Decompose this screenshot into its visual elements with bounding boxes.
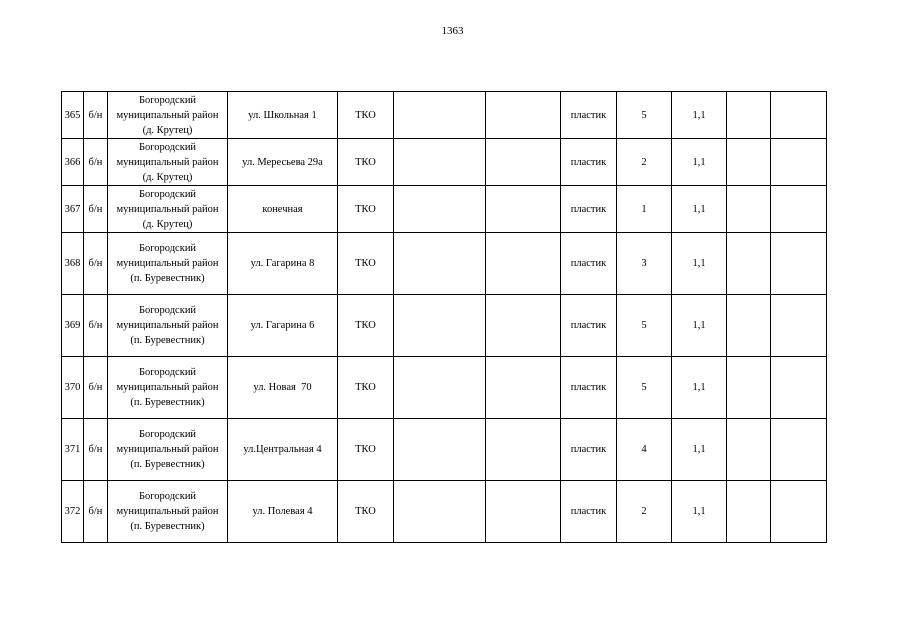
- district-name: Богородский: [138, 305, 197, 316]
- empty-cell: [394, 139, 486, 186]
- empty-cell: [394, 419, 486, 481]
- cadastral-number: б/н: [84, 139, 108, 186]
- row-number: 367: [62, 186, 84, 233]
- table-row: [62, 92, 827, 139]
- row-number: 366: [62, 139, 84, 186]
- table-row: [62, 357, 827, 419]
- empty-cell: [727, 139, 771, 186]
- district-cell: [108, 92, 228, 139]
- district-name: Богородский: [138, 243, 197, 254]
- address: ул.Центральная 4: [228, 419, 338, 481]
- container-material: пластик: [561, 233, 617, 295]
- empty-cell: [727, 186, 771, 233]
- table-row: [62, 481, 827, 543]
- table-row: [62, 295, 827, 357]
- container-count: 2: [617, 139, 672, 186]
- district-type: муниципальный район: [116, 203, 219, 215]
- cadastral-number: б/н: [84, 419, 108, 481]
- container-volume: 1,1: [672, 419, 727, 481]
- district-type: муниципальный район: [116, 320, 219, 331]
- container-count: 5: [617, 295, 672, 357]
- container-volume: 1,1: [672, 139, 727, 186]
- district-type: муниципальный район: [116, 156, 219, 168]
- empty-cell: [394, 295, 486, 357]
- waste-type: ТКО: [338, 295, 394, 357]
- container-volume: 1,1: [672, 357, 727, 419]
- empty-cell: [727, 357, 771, 419]
- empty-cell: [727, 295, 771, 357]
- empty-cell: [486, 295, 561, 357]
- cadastral-number: б/н: [84, 357, 108, 419]
- settlement: (д. Крутец): [142, 218, 193, 230]
- district-cell: [108, 233, 228, 295]
- district-type: муниципальный район: [116, 258, 219, 269]
- empty-cell: [771, 233, 827, 295]
- empty-cell: [486, 139, 561, 186]
- district-type: муниципальный район: [116, 506, 219, 517]
- empty-cell: [486, 92, 561, 139]
- container-count: 1: [617, 186, 672, 233]
- empty-cell: [727, 419, 771, 481]
- row-number: 368: [62, 233, 84, 295]
- cadastral-number: б/н: [84, 233, 108, 295]
- empty-cell: [486, 419, 561, 481]
- page-number: 1363: [441, 25, 464, 37]
- district-name: Богородский: [138, 94, 197, 106]
- empty-cell: [394, 481, 486, 543]
- registry-table: [61, 91, 827, 543]
- container-volume: 1,1: [672, 295, 727, 357]
- district-cell: [108, 419, 228, 481]
- district-name: Богородский: [138, 367, 197, 378]
- district-cell: [108, 186, 228, 233]
- empty-cell: [771, 139, 827, 186]
- container-count: 4: [617, 419, 672, 481]
- empty-cell: [486, 481, 561, 543]
- row-number: 365: [62, 92, 84, 139]
- container-material: пластик: [561, 186, 617, 233]
- table-row: [62, 419, 827, 481]
- container-count: 5: [617, 357, 672, 419]
- empty-cell: [394, 233, 486, 295]
- waste-type: ТКО: [338, 233, 394, 295]
- district-type: муниципальный район: [116, 109, 219, 121]
- container-volume: 1,1: [672, 233, 727, 295]
- cadastral-number: б/н: [84, 295, 108, 357]
- waste-type: ТКО: [338, 92, 394, 139]
- district-cell: [108, 139, 228, 186]
- address: ул. Мересьева 29а: [228, 139, 338, 186]
- table-row: [62, 186, 827, 233]
- empty-cell: [394, 92, 486, 139]
- district-type: муниципальный район: [116, 444, 219, 455]
- settlement: (п. Буревестник): [130, 273, 205, 284]
- empty-cell: [771, 186, 827, 233]
- address: ул. Гагарина 8: [228, 233, 338, 295]
- settlement: (д. Крутец): [142, 124, 193, 136]
- table-row: [62, 233, 827, 295]
- empty-cell: [727, 233, 771, 295]
- district-name: Богородский: [138, 429, 197, 440]
- empty-cell: [486, 186, 561, 233]
- empty-cell: [771, 481, 827, 543]
- waste-type: ТКО: [338, 419, 394, 481]
- waste-type: ТКО: [338, 186, 394, 233]
- empty-cell: [486, 233, 561, 295]
- container-count: 5: [617, 92, 672, 139]
- address: ул. Полевая 4: [228, 481, 338, 543]
- waste-type: ТКО: [338, 139, 394, 186]
- waste-type: ТКО: [338, 481, 394, 543]
- row-number: 372: [62, 481, 84, 543]
- district-cell: [108, 295, 228, 357]
- address: ул. Гагарина 6: [228, 295, 338, 357]
- container-material: пластик: [561, 481, 617, 543]
- cadastral-number: б/н: [84, 92, 108, 139]
- district-cell: [108, 481, 228, 543]
- container-material: пластик: [561, 92, 617, 139]
- district-cell: [108, 357, 228, 419]
- district-name: Богородский: [138, 491, 197, 502]
- empty-cell: [771, 92, 827, 139]
- empty-cell: [394, 186, 486, 233]
- empty-cell: [727, 481, 771, 543]
- row-number: 369: [62, 295, 84, 357]
- settlement: (п. Буревестник): [130, 335, 205, 346]
- empty-cell: [486, 357, 561, 419]
- address: ул. Школьная 1: [228, 92, 338, 139]
- empty-cell: [771, 295, 827, 357]
- container-material: пластик: [561, 139, 617, 186]
- table-row: [62, 139, 827, 186]
- container-material: пластик: [561, 357, 617, 419]
- container-volume: 1,1: [672, 186, 727, 233]
- container-count: 2: [617, 481, 672, 543]
- container-material: пластик: [561, 419, 617, 481]
- address: ул. Новая 70: [228, 357, 338, 419]
- waste-type: ТКО: [338, 357, 394, 419]
- container-volume: 1,1: [672, 481, 727, 543]
- container-material: пластик: [561, 295, 617, 357]
- district-type: муниципальный район: [116, 382, 219, 393]
- empty-cell: [727, 92, 771, 139]
- empty-cell: [394, 357, 486, 419]
- row-number: 371: [62, 419, 84, 481]
- row-number: 370: [62, 357, 84, 419]
- container-count: 3: [617, 233, 672, 295]
- address: конечная: [228, 186, 338, 233]
- settlement: (п. Буревестник): [130, 459, 205, 470]
- empty-cell: [771, 357, 827, 419]
- district-name: Богородский: [138, 141, 197, 153]
- container-volume: 1,1: [672, 92, 727, 139]
- empty-cell: [771, 419, 827, 481]
- settlement: (п. Буревестник): [130, 521, 205, 532]
- cadastral-number: б/н: [84, 186, 108, 233]
- cadastral-number: б/н: [84, 481, 108, 543]
- settlement: (п. Буревестник): [130, 397, 205, 408]
- settlement: (д. Крутец): [142, 171, 193, 183]
- district-name: Богородский: [138, 188, 197, 200]
